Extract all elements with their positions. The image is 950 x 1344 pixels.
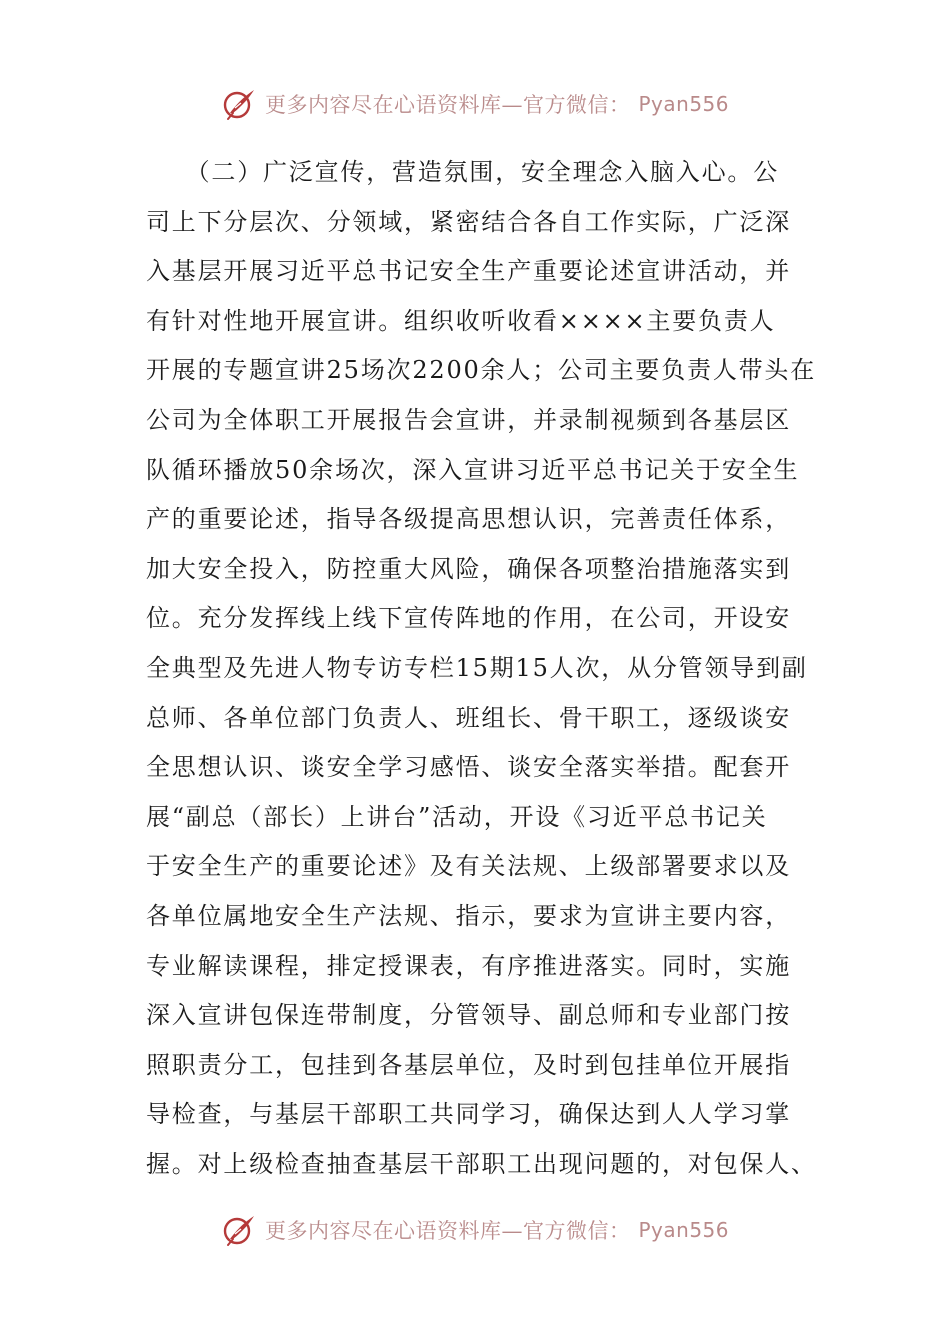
text-line: （二）广泛宣传，营造氛围，安全理念入脑入心。公 — [146, 158, 779, 186]
watermark-text: 更多内容尽在心语资料库—官方微信： — [264, 93, 631, 117]
feather-pen-seal-icon — [221, 86, 257, 122]
text-line: 队循环播放50余场次，深入宣讲习近平总书记关于安全生 — [146, 455, 800, 484]
text-line: 产的重要论述，指导各级提高思想认识，完善责任体系， — [146, 505, 791, 534]
text-line: 加大安全投入，防控重大风险，确保各项整治措施落实到 — [146, 554, 791, 583]
text-line: 总师、各单位部门负责人、班组长、骨干职工，逐级谈安 — [146, 703, 791, 732]
text-line: 深入宣讲包保连带制度，分管领导、副总师和专业部门按 — [146, 1001, 791, 1030]
watermark-header — [0, 84, 950, 124]
document-body — [146, 148, 816, 1189]
text-line: 开展的专题宣讲25场次2200余人；公司主要负责人带头在 — [146, 356, 817, 385]
text-line: 位。充分发挥线上线下宣传阵地的作用，在公司，开设安 — [146, 604, 791, 633]
text-line: 全典型及先进人物专访专栏15期15人次，从分管领导到副 — [146, 653, 808, 682]
text-line: 有针对性地开展宣讲。组织收听收看××××主要负责人 — [146, 306, 776, 335]
watermark-footer — [0, 1210, 950, 1250]
text-line: 照职责分工，包挂到各基层单位，及时到包挂单位开展指 — [146, 1050, 791, 1079]
watermark-text: 更多内容尽在心语资料库—官方微信： — [264, 1219, 631, 1243]
text-line: 专业解读课程，排定授课表，有序推进落实。同时，实施 — [146, 951, 791, 980]
text-line: 握。对上级检查抽查基层干部职工出现问题的，对包保人、 — [146, 1149, 817, 1178]
text-line: 全思想认识、谈安全学习感悟、谈安全落实举措。配套开 — [146, 753, 791, 782]
watermark-wechat-id: Pyan556 — [638, 1218, 729, 1242]
text-line: 于安全生产的重要论述》及有关法规、上级部署要求以及 — [146, 852, 791, 881]
text-line: 公司为全体职工开展报告会宣讲，并录制视频到各基层区 — [146, 405, 791, 434]
text-line: 司上下分层次、分领域，紧密结合各自工作实际，广泛深 — [146, 207, 791, 236]
feather-pen-seal-icon — [221, 1212, 257, 1248]
text-line: 展“副总（部长）上讲台”活动，开设《习近平总书记关 — [146, 802, 768, 831]
watermark-wechat-id: Pyan556 — [638, 92, 729, 116]
text-line: 导检查，与基层干部职工共同学习，确保达到人人学习掌 — [146, 1100, 791, 1129]
text-line: 入基层开展习近平总书记安全生产重要论述宣讲活动，并 — [146, 257, 791, 286]
text-line: 各单位属地安全生产法规、指示，要求为宣讲主要内容， — [146, 901, 791, 930]
